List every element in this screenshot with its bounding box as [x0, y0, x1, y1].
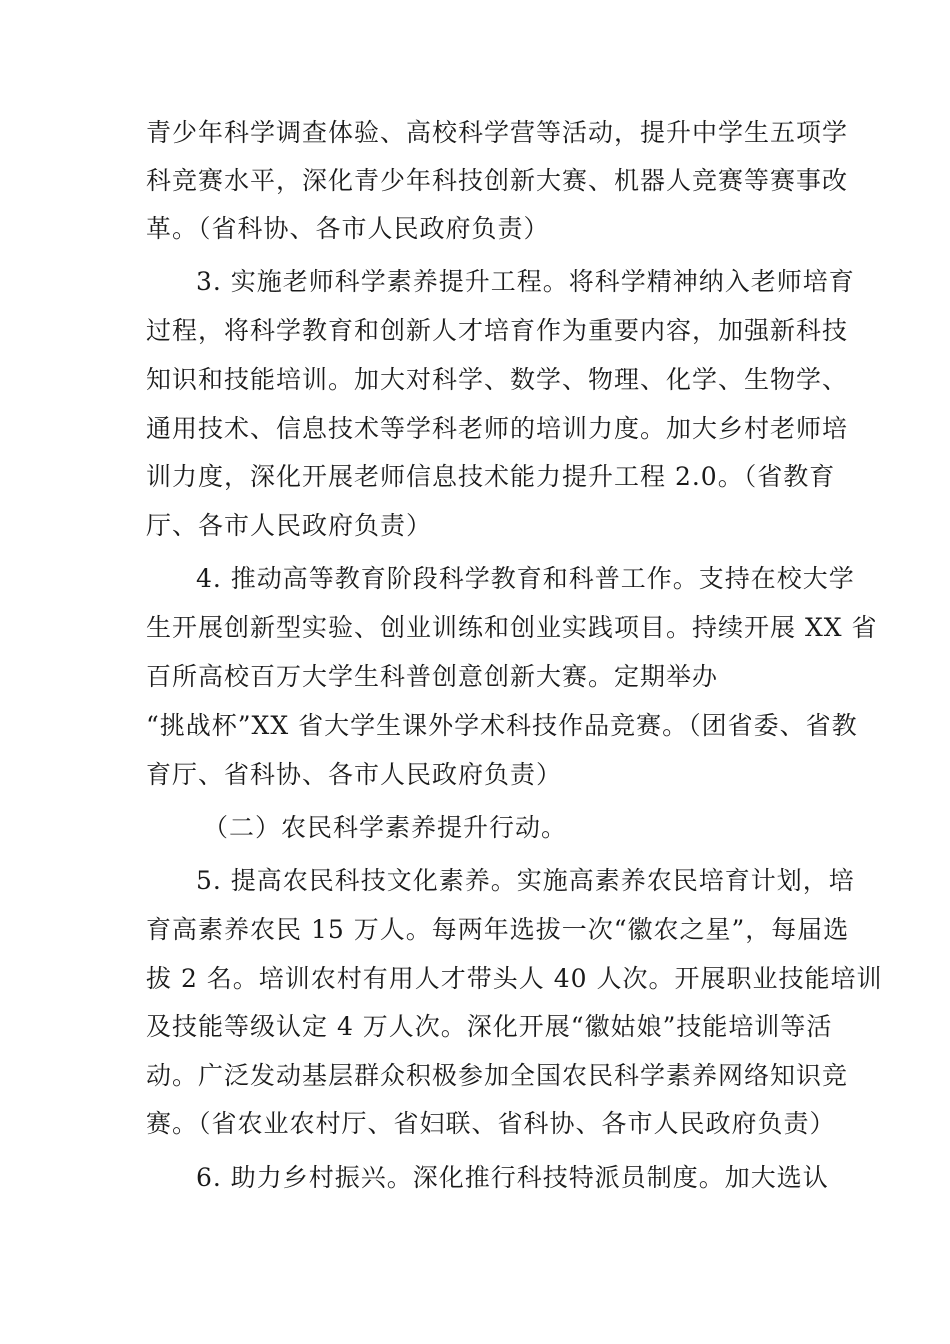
paragraph-3-start: 3. 实施老师科学素养提升工程。将科学精神纳入老师培育 — [196, 267, 855, 296]
text-line: 厅、各市人民政府负责） — [146, 511, 433, 540]
text-line: 革。（省科协、各市人民政府负责） — [146, 214, 550, 243]
text-line: 训力度，深化开展老师信息技术能力提升工程 2.0。（省教育 — [146, 462, 836, 491]
text-line: 育高素养农民 15 万人。每两年选拔一次“徽农之星”，每届选 — [146, 915, 850, 944]
paragraph-5-start: 5. 提高农民科技文化素养。实施高素养农民培育计划，培 — [196, 866, 855, 895]
text-line: “挑战杯”XX 省大学生课外学术科技作品竞赛。（团省委、省教 — [146, 711, 858, 740]
paragraph-4-start: 4. 推动高等教育阶段科学教育和科普工作。支持在校大学 — [196, 564, 855, 593]
text-line: 动。广泛发动基层群众积极参加全国农民科学素养网络知识竞 — [146, 1061, 849, 1090]
paragraph-6-start: 6. 助力乡村振兴。深化推行科技特派员制度。加大选认 — [196, 1163, 829, 1192]
text-line: 百所高校百万大学生科普创意创新大赛。定期举办 — [146, 662, 719, 691]
section-heading: （二）农民科学素养提升行动。 — [203, 813, 568, 842]
text-line: 青少年科学调查体验、高校科学营等活动，提升中学生五项学 — [146, 118, 849, 147]
text-line: 知识和技能培训。加大对科学、数学、物理、化学、生物学、 — [146, 365, 849, 394]
text-line: 育厅、省科协、各市人民政府负责） — [146, 760, 563, 789]
text-line: 赛。（省农业农村厅、省妇联、省科协、各市人民政府负责） — [146, 1109, 836, 1138]
text-line: 拔 2 名。培训农村有用人才带头人 40 人次。开展职业技能培训 — [146, 964, 883, 993]
text-line: 通用技术、信息技术等学科老师的培训力度。加大乡村老师培 — [146, 414, 849, 443]
text-line: 生开展创新型实验、创业训练和创业实践项目。持续开展 XX 省 — [146, 613, 878, 642]
text-line: 科竞赛水平，深化青少年科技创新大赛、机器人竞赛等赛事改 — [146, 166, 849, 195]
text-line: 过程，将科学教育和创新人才培育作为重要内容，加强新科技 — [146, 316, 849, 345]
text-line: 及技能等级认定 4 万人次。深化开展“徽姑娘”技能培训等活 — [146, 1012, 833, 1041]
